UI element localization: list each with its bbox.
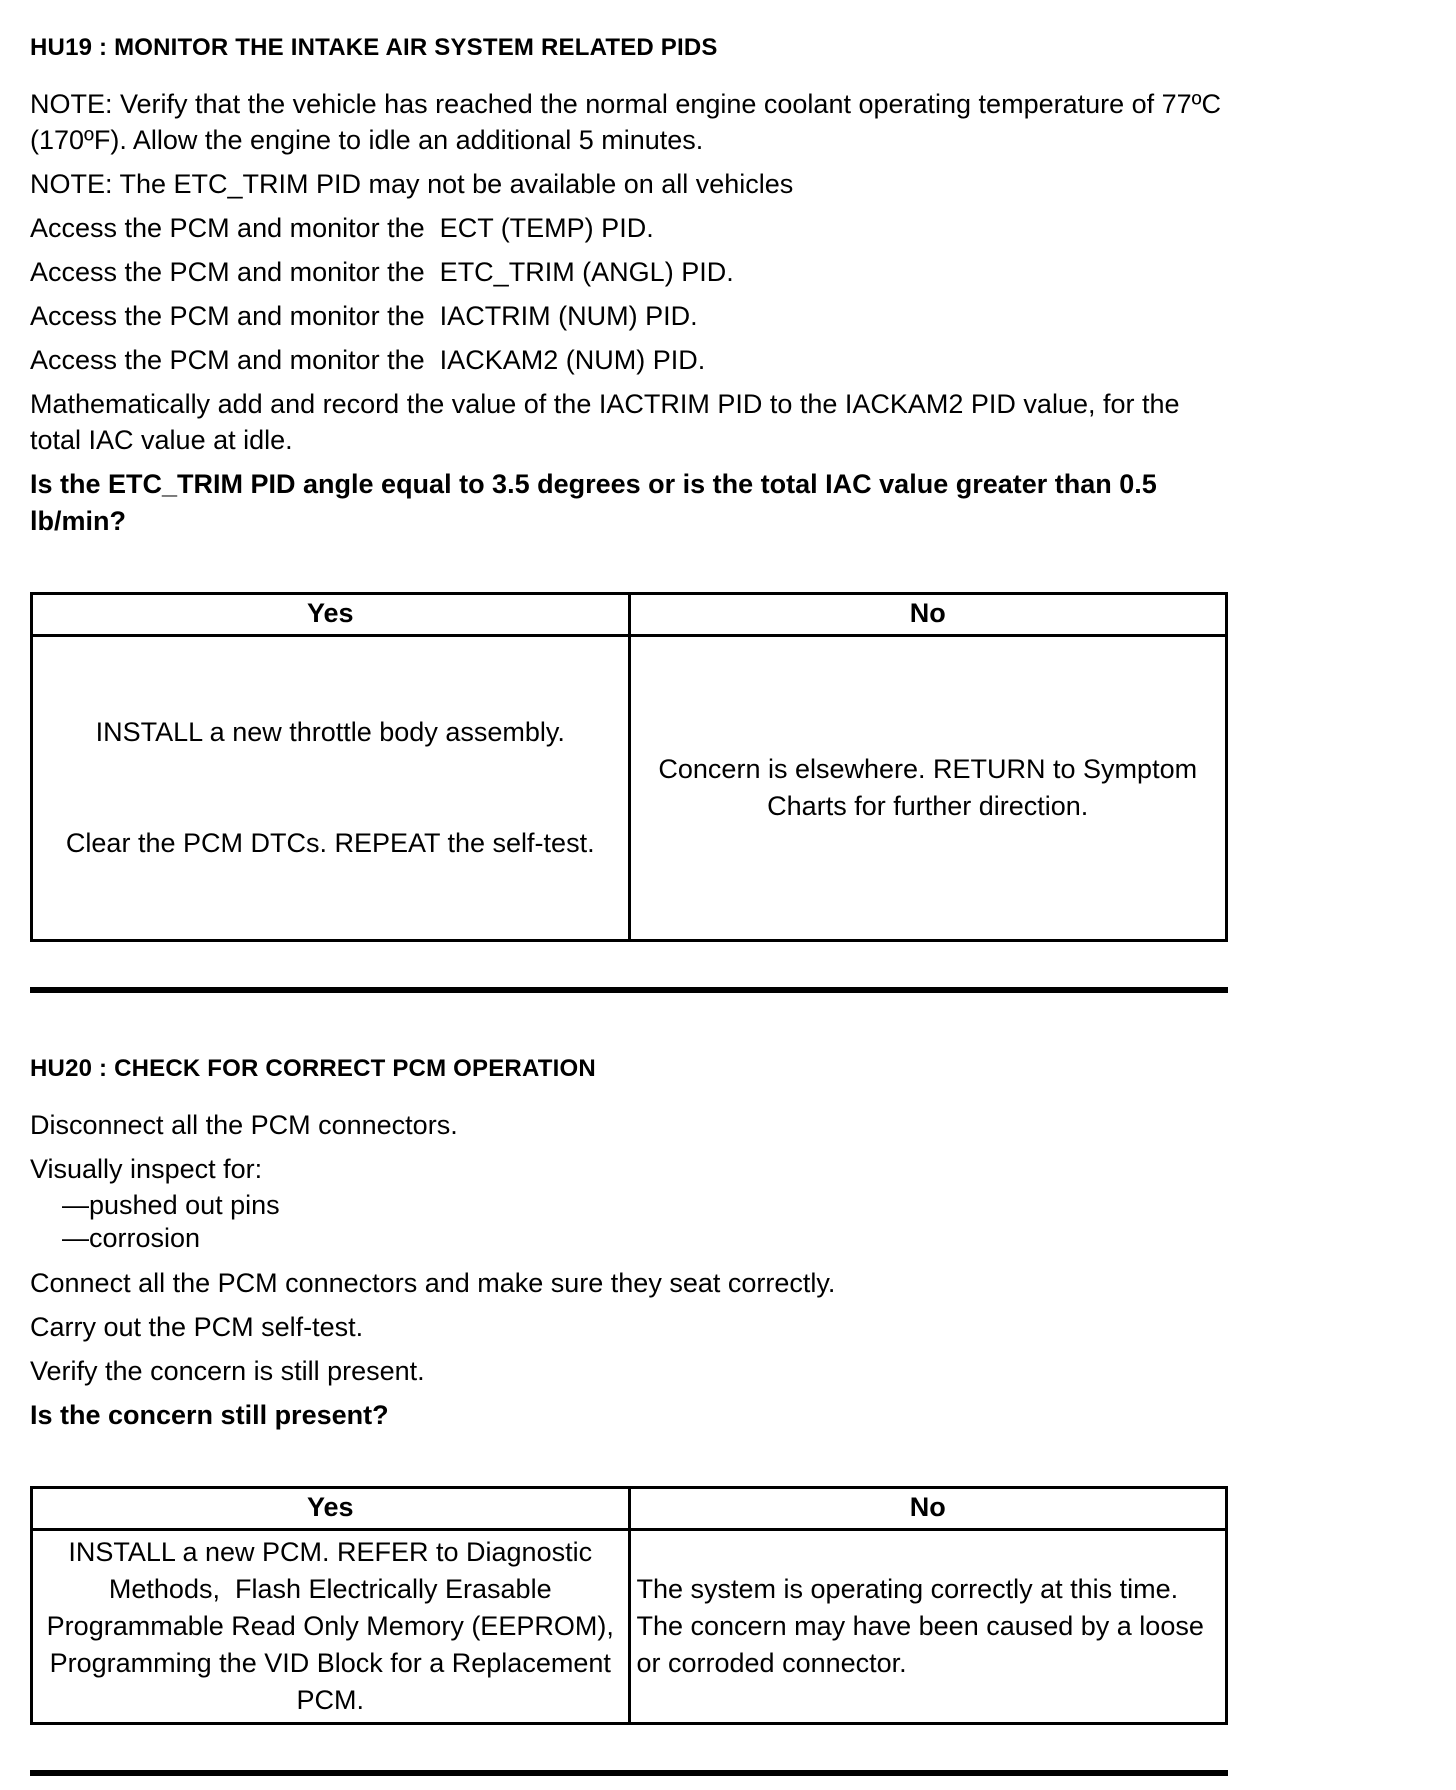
step-heading-hu20: HU20 : CHECK FOR CORRECT PCM OPERATION xyxy=(30,1055,596,1082)
procedure-step: Connect all the PCM connectors and make sure they seat correctly. xyxy=(30,1268,836,1298)
section-hu20 xyxy=(30,1055,1228,1725)
decision-table-body-row xyxy=(32,636,1227,941)
procedure-step: Disconnect all the PCM connectors. xyxy=(30,1110,458,1140)
section-hu19 xyxy=(30,34,1228,942)
decision-table-body-row xyxy=(32,1530,1227,1724)
decision-table-header-row xyxy=(32,1488,1227,1530)
note-paragraph: NOTE: The ETC_TRIM PID may not be available on all vehicles xyxy=(30,169,794,199)
procedure-step: Visually inspect for: xyxy=(30,1154,263,1184)
inspection-list-item: —corrosion xyxy=(62,1223,201,1253)
yes-action-cell xyxy=(32,636,630,941)
decision-question-hu20: Is the concern still present? xyxy=(30,1400,389,1430)
decision-question-hu19: Is the ETC_TRIM PID angle equal to 3.5 degrees or is the total IAC value greater than 0.5 lb/min? xyxy=(30,469,1165,536)
inspection-list-item: —pushed out pins xyxy=(62,1190,280,1220)
procedure-step: Carry out the PCM self-test. xyxy=(30,1312,364,1342)
no-action-cell: The system is operating correctly at this time. The concern may have been caused by a loose or corroded connector. xyxy=(629,1530,1227,1724)
procedure-step: Access the PCM and monitor the IACTRIM (NUM) PID. xyxy=(30,301,698,331)
yes-column-header: Yes xyxy=(32,594,630,636)
section-divider xyxy=(30,1770,1228,1776)
decision-table-header-row xyxy=(32,594,1227,636)
no-column-header: No xyxy=(629,1488,1227,1530)
procedure-step: Access the PCM and monitor the IACKAM2 (NUM) PID. xyxy=(30,345,706,375)
procedure-step: Access the PCM and monitor the ETC_TRIM (ANGL) PID. xyxy=(30,257,734,287)
procedure-step: Access the PCM and monitor the ECT (TEMP) PID. xyxy=(30,213,654,243)
no-action-cell: Concern is elsewhere. RETURN to Symptom Charts for further direction. xyxy=(629,636,1227,941)
decision-table-hu20 xyxy=(30,1486,1228,1725)
decision-table-hu19 xyxy=(30,592,1228,942)
yes-column-header: Yes xyxy=(32,1488,630,1530)
yes-action-cell: INSTALL a new PCM. REFER to Diagnostic Methods, Flash Electrically Erasable Programmable Read Only Memory (EEPROM), Programming the VID Block for a Replacement PCM. xyxy=(32,1530,630,1724)
document-content xyxy=(30,34,1228,1776)
note-paragraph: NOTE: Verify that the vehicle has reached the normal engine coolant operating temperature of 77ºC (170ºF). Allow the engine to idle an additional 5 minutes. xyxy=(30,89,1229,155)
procedure-step: Verify the concern is still present. xyxy=(30,1356,425,1386)
step-heading-hu19: HU19 : MONITOR THE INTAKE AIR SYSTEM RELATED PIDS xyxy=(30,34,718,61)
section-divider xyxy=(30,987,1228,993)
procedure-step: Mathematically add and record the value of the IACTRIM PID to the IACKAM2 PID value, for the total IAC value at idle. xyxy=(30,389,1188,455)
yes-action-line: INSTALL a new throttle body assembly. xyxy=(95,717,565,747)
yes-action-line: Clear the PCM DTCs. REPEAT the self-test. xyxy=(65,828,595,858)
no-column-header: No xyxy=(629,594,1227,636)
